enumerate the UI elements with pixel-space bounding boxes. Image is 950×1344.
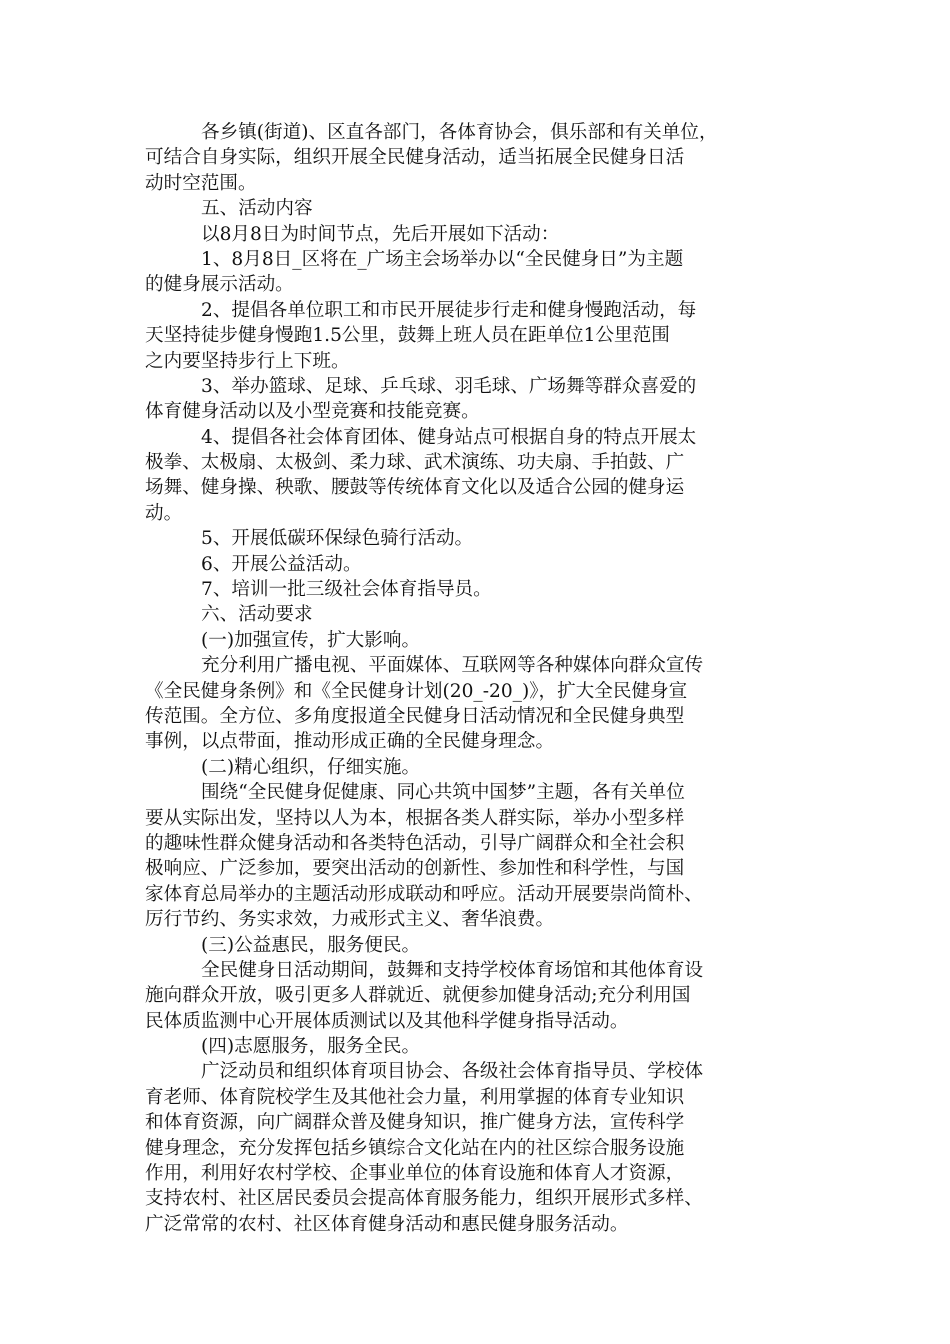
text-line: 事例，以点带面，推动形成正确的全民健身理念。 bbox=[145, 731, 555, 753]
text-line: 民体质监测中心开展体质测试以及其他科学健身指导活动。 bbox=[145, 1010, 629, 1032]
text-line: 的趣味性群众健身活动和各类特色活动，引导广阔群众和全社会积 bbox=[145, 832, 685, 854]
text-line: 极拳、太极扇、太极剑、柔力球、武术演练、功夫扇、手拍鼓、广 bbox=[145, 452, 685, 474]
text-line: 7、培训一批三级社会体育指导员。 bbox=[201, 579, 492, 601]
text-line: 6、开展公益活动。 bbox=[201, 553, 362, 575]
text-line: 《全民健身条例》和《全民健身计划(20_-20_)》，扩大全民健身宣 bbox=[145, 680, 688, 702]
text-line: 各乡镇(街道)、区直各部门，各体育协会，俱乐部和有关单位， bbox=[201, 122, 718, 143]
document-page bbox=[145, 120, 805, 1237]
text-line: 六、活动要求 bbox=[201, 604, 313, 626]
text-line: 广泛常常的农村、社区体育健身活动和惠民健身服务活动。 bbox=[145, 1213, 629, 1235]
text-line: 全民健身日活动期间，鼓舞和支持学校体育场馆和其他体育设 bbox=[201, 959, 704, 981]
text-line: 传范围。全方位、多角度报道全民健身日活动情况和全民健身典型 bbox=[145, 705, 685, 727]
text-line: (三)公益惠民，服务便民。 bbox=[201, 934, 421, 956]
text-line: (四)志愿服务，服务全民。 bbox=[201, 1036, 421, 1058]
text-line: 厉行节约、务实求效，力戒形式主义、奢华浪费。 bbox=[145, 909, 555, 931]
text-line: 可结合自身实际，组织开展全民健身活动，适当拓展全民健身日活 bbox=[145, 147, 685, 169]
text-line: 极响应、广泛参加，要突出活动的创新性、参加性和科学性，与国 bbox=[145, 858, 685, 880]
text-line: 动时空范围。 bbox=[145, 172, 257, 194]
text-line: 充分利用广播电视、平面媒体、互联网等各种媒体向群众宣传 bbox=[201, 655, 704, 677]
text-line: 1、8月8日_区将在_广场主会场举办以“全民健身日”为主题 bbox=[201, 248, 684, 270]
text-line: (二)精心组织，仔细实施。 bbox=[201, 756, 421, 778]
text-line: 以8月8日为时间节点，先后开展如下活动： bbox=[201, 223, 560, 245]
text-line: 体育健身活动以及小型竞赛和技能竞赛。 bbox=[145, 401, 480, 423]
text-line: 场舞、健身操、秧歌、腰鼓等传统体育文化以及适合公园的健身运 bbox=[145, 477, 685, 499]
text-line: 作用，利用好农村学校、企事业单位的体育设施和体育人才资源， bbox=[145, 1163, 685, 1185]
text-line: 围绕“全民健身促健康、同心共筑中国梦”主题，各有关单位 bbox=[201, 782, 685, 804]
text-line: 4、提倡各社会体育团体、健身站点可根据自身的特点开展太 bbox=[201, 426, 697, 448]
text-line: 五、活动内容 bbox=[201, 198, 313, 220]
text-line: (一)加强宣传，扩大影响。 bbox=[201, 629, 421, 651]
text-line: 要从实际出发，坚持以人为本，根据各类人群实际，举办小型多样 bbox=[145, 807, 685, 829]
text-line: 动。 bbox=[145, 502, 183, 524]
text-line: 家体育总局举办的主题活动形成联动和呼应。活动开展要崇尚简朴、 bbox=[145, 883, 703, 905]
text-line: 支持农村、社区居民委员会提高体育服务能力，组织开展形式多样、 bbox=[145, 1188, 703, 1210]
text-line: 2、提倡各单位职工和市民开展徒步行走和健身慢跑活动，每 bbox=[201, 299, 697, 321]
text-line: 健身理念，充分发挥包括乡镇综合文化站在内的社区综合服务设施 bbox=[145, 1137, 685, 1159]
text-line: 和体育资源，向广阔群众普及健身知识，推广健身方法，宣传科学 bbox=[145, 1112, 685, 1134]
text-line: 广泛动员和组织体育项目协会、各级社会体育指导员、学校体 bbox=[201, 1061, 704, 1083]
text-line: 天坚持徒步健身慢跑1.5公里，鼓舞上班人员在距单位1公里范围 bbox=[145, 325, 670, 347]
text-line: 的健身展示活动。 bbox=[145, 274, 294, 296]
text-line: 3、举办篮球、足球、乒乓球、羽毛球、广场舞等群众喜爱的 bbox=[201, 375, 697, 397]
text-line: 之内要坚持步行上下班。 bbox=[145, 350, 350, 372]
text-line: 5、开展低碳环保绿色骑行活动。 bbox=[201, 528, 474, 550]
text-line: 育老师、体育院校学生及其他社会力量，利用掌握的体育专业知识 bbox=[145, 1086, 685, 1108]
text-line: 施向群众开放，吸引更多人群就近、就便参加健身活动;充分利用国 bbox=[145, 985, 691, 1007]
